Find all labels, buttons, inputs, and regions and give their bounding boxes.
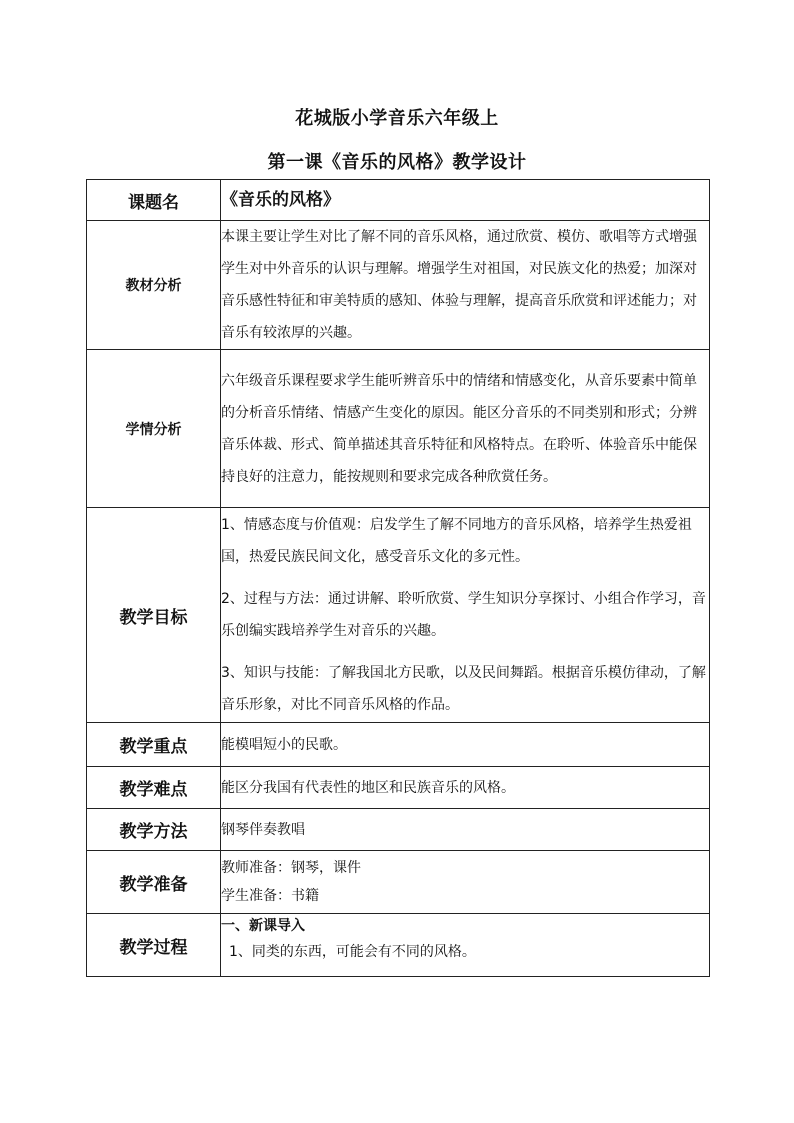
difficulty-label: 教学难点 bbox=[87, 767, 221, 809]
student-label: 学情分析 bbox=[87, 350, 221, 508]
method-text: 钢琴伴奏教唱 bbox=[221, 821, 305, 838]
process-heading: 一、新课导入 bbox=[221, 918, 305, 934]
prep-teacher: 教师准备：钢琴，课件 bbox=[221, 860, 361, 876]
table-row bbox=[87, 914, 710, 977]
table-row bbox=[87, 350, 710, 508]
prep-student: 学生准备：书籍 bbox=[221, 888, 319, 904]
goal-item: 1、情感态度与价值观：启发学生了解不同地方的音乐风格，培养学生热爱祖国，热爱民族民间文化，感受音乐文化的多元性。 bbox=[221, 517, 692, 565]
method-cell bbox=[221, 809, 710, 851]
table-row bbox=[87, 767, 710, 809]
method-label: 教学方法 bbox=[87, 809, 221, 851]
student-text: 六年级音乐课程要求学生能听辨音乐中的情绪和情感变化，从音乐要素中简单的分析音乐情绪、情感产生变化的原因。能区分音乐的不同类别和形式；分辨音乐体裁、形式、简单描述其音乐特征和风格特点。在聆听、体验音乐中能保持良好的注意力，能按规则和要求完成各种欣赏任务。 bbox=[221, 372, 697, 485]
table-row bbox=[87, 809, 710, 851]
table-row bbox=[87, 180, 710, 221]
prep-cell bbox=[221, 851, 710, 914]
topic-value: 《音乐的风格》 bbox=[221, 189, 340, 210]
table-row bbox=[87, 508, 710, 723]
process-cell bbox=[221, 914, 710, 977]
student-cell bbox=[221, 350, 710, 508]
topic-value-cell bbox=[221, 180, 710, 221]
goals-cell bbox=[221, 508, 710, 723]
table-row bbox=[87, 221, 710, 350]
goals-label: 教学目标 bbox=[87, 508, 221, 723]
lesson-plan-table bbox=[86, 179, 710, 977]
prep-label: 教学准备 bbox=[87, 851, 221, 914]
key-text: 能模唱短小的民歌。 bbox=[221, 736, 347, 753]
table-row bbox=[87, 723, 710, 767]
difficulty-cell bbox=[221, 767, 710, 809]
material-cell bbox=[221, 221, 710, 350]
material-label: 教材分析 bbox=[87, 221, 221, 350]
material-text: 本课主要让学生对比了解不同的音乐风格，通过欣赏、模仿、歌唱等方式增强学生对中外音乐的认识与理解。增强学生对祖国，对民族文化的热爱；加深对音乐感性特征和审美特质的感知、体验与理解，提高音乐欣赏和评述能力；对音乐有较浓厚的兴趣。 bbox=[221, 229, 697, 341]
goal-item: 2、过程与方法：通过讲解、聆听欣赏、学生知识分享探讨、小组合作学习，音乐创编实践培养学生对音乐的兴趣。 bbox=[221, 591, 706, 639]
topic-label: 课题名 bbox=[87, 180, 221, 221]
process-item: 1、同类的东西，可能会有不同的风格。 bbox=[229, 944, 476, 960]
process-label: 教学过程 bbox=[87, 914, 221, 977]
table-row bbox=[87, 851, 710, 914]
goal-item: 3、知识与技能：了解我国北方民歌，以及民间舞蹈。根据音乐模仿律动，了解音乐形象，对比不同音乐风格的作品。 bbox=[221, 665, 706, 713]
document-title: 花城版小学音乐六年级上 bbox=[295, 108, 499, 129]
document-subtitle: 第一课《音乐的风格》教学设计 bbox=[267, 152, 527, 173]
key-cell bbox=[221, 723, 710, 767]
key-label: 教学重点 bbox=[87, 723, 221, 767]
difficulty-text: 能区分我国有代表性的地区和民族音乐的风格。 bbox=[221, 779, 515, 796]
